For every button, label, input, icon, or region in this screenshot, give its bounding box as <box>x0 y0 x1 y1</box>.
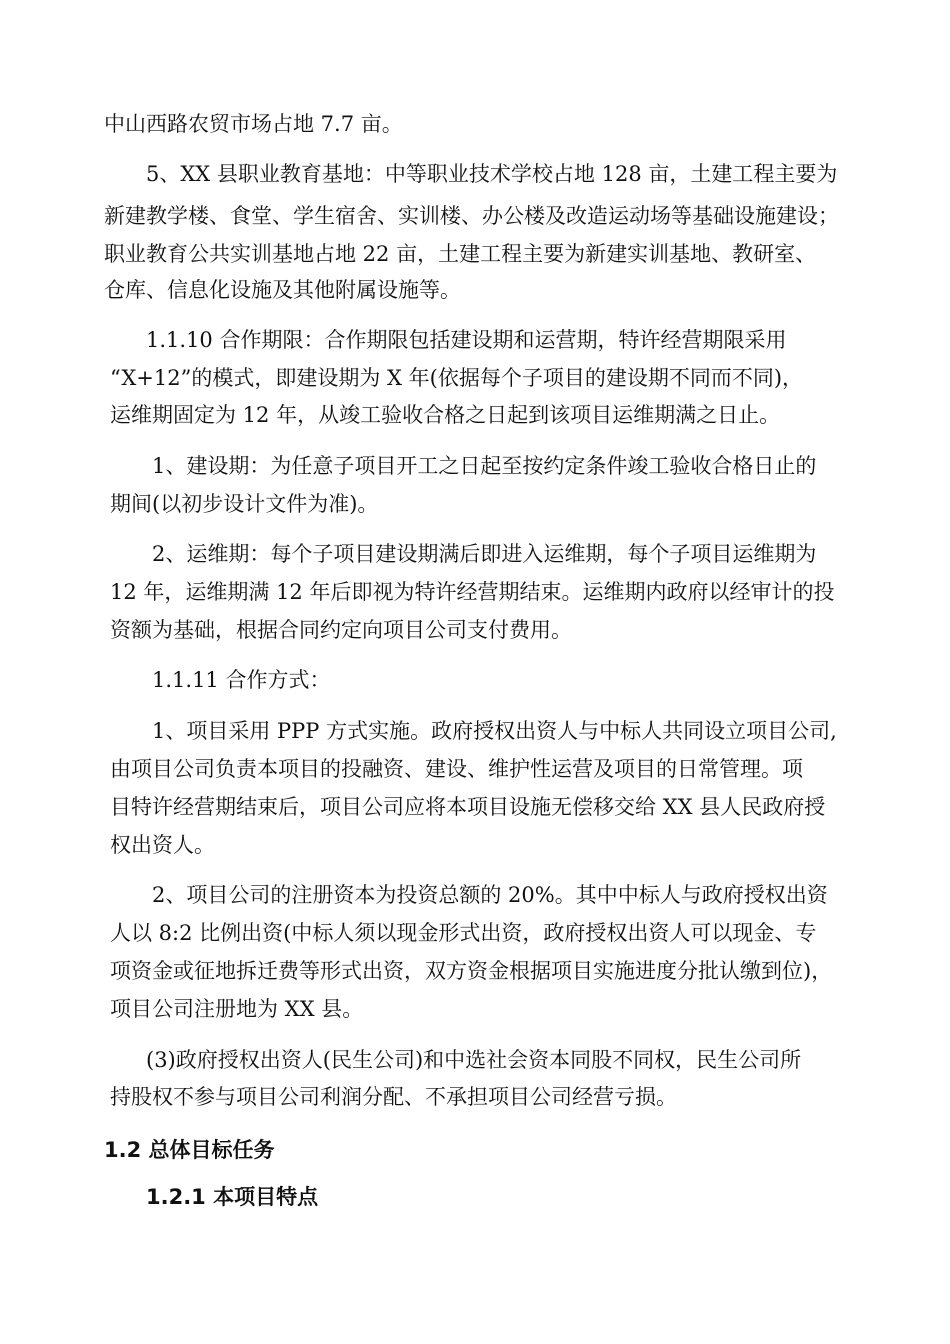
text-line: 2、项目公司的注册资本为投资总额的 20%。其中中标人与政府授权出资 <box>152 883 828 907</box>
text-line: 职业教育公共实训基地占地 22 亩，土建工程主要为新建实训基地、教研室、 <box>104 242 817 266</box>
text-line: 12 年，运维期满 12 年后即视为特许经营期结束。运维期内政府以经审计的投 <box>110 580 835 604</box>
text-line: 目特许经营期结束后，项目公司应将本项目设施无偿移交给 XX 县人民政府授 <box>110 795 826 819</box>
text-line: 1、项目采用 PPP 方式实施。政府授权出资人与中标人共同设立项目公司, <box>152 719 837 743</box>
text-line: 新建教学楼、食堂、学生宿舍、实训楼、办公楼及改造运动场等基础设施建设； <box>104 204 839 228</box>
text-line: 中山西路农贸市场占地 7.7 亩。 <box>104 112 403 136</box>
text-line: “X+12”的模式，即建设期为 X 年(依据每个子项目的建设期不同而不同)， <box>110 366 804 390</box>
text-line: 仓库、信息化设施及其他附属设施等。 <box>104 278 461 302</box>
text-line: 2、运维期：每个子项目建设期满后即进入运维期，每个子项目运维期为 <box>152 542 817 566</box>
text-line: 1.1.11 合作方式： <box>152 668 331 692</box>
text-line: 运维期固定为 12 年，从竣工验收合格之日起到该项目运维期满之日止。 <box>110 403 781 427</box>
text-line: 项资金或征地拆迁费等形式出资，双方资金根据项目实施进度分批认缴到位)， <box>110 959 833 983</box>
text-line: 5、XX 县职业教育基地：中等职业技术学校占地 128 亩，土建工程主要为 <box>146 162 838 186</box>
text-line: 1.1.10 合作期限：合作期限包括建设期和运营期，特许经营期限采用 <box>146 328 787 352</box>
text-line: 1、建设期：为任意子项目开工之日起至按约定条件竣工验收合格日止的 <box>152 454 817 478</box>
text-line: 项目公司注册地为 XX 县。 <box>110 997 364 1021</box>
text-line: 持股权不参与项目公司利润分配、不承担项目公司经营亏损。 <box>110 1085 677 1109</box>
section-heading: 1.2 总体目标任务 <box>104 1138 275 1162</box>
text-line: (3)政府授权出资人(民生公司)和中选社会资本同股不同权，民生公司所 <box>146 1048 802 1072</box>
text-line: 由项目公司负责本项目的投融资、建设、维护性运营及项目的日常管理。项 <box>110 757 803 781</box>
text-line: 权出资人。 <box>110 833 215 857</box>
subsection-heading: 1.2.1 本项目特点 <box>146 1185 319 1209</box>
text-line: 期间(以初步设计文件为准)。 <box>110 492 379 516</box>
text-line: 资额为基础，根据合同约定向项目公司支付费用。 <box>110 618 572 642</box>
text-line: 人以 8:2 比例出资(中标人须以现金形式出资，政府授权出资人可以现金、专 <box>110 921 817 945</box>
